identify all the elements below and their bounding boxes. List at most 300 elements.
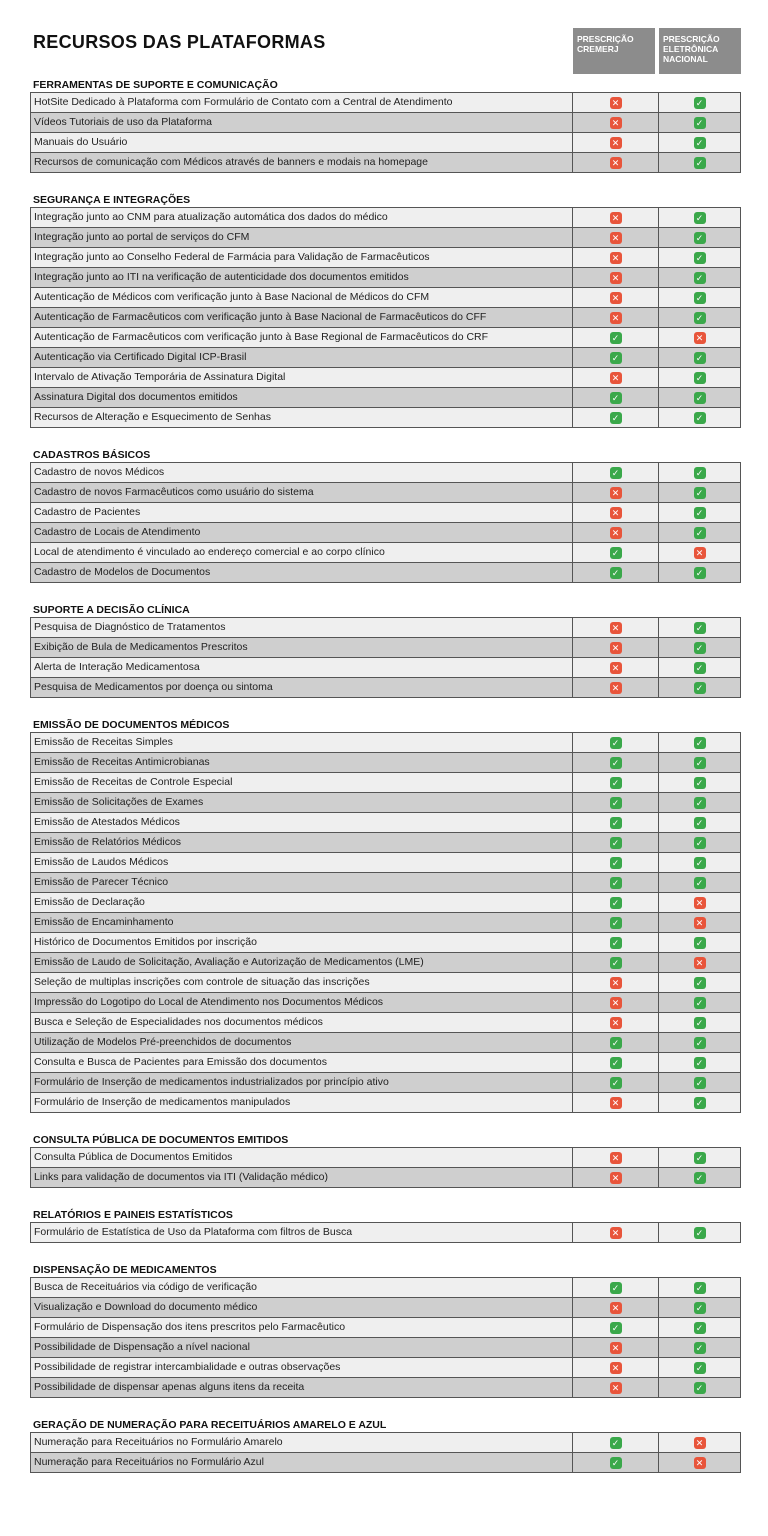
check-icon: ✓ [610,1282,622,1294]
section-gap [30,1113,741,1133]
table-row [31,1093,740,1113]
table-row [31,773,740,793]
section-title: DISPENSAÇÃO DE MEDICAMENTOS [33,1264,217,1276]
feature-label: Formulário de Inserção de medicamentos manipulados [31,1093,573,1112]
check-icon: ✓ [694,467,706,479]
cross-icon: ✕ [610,662,622,674]
cremerj-cell [573,893,659,912]
check-icon: ✓ [694,97,706,109]
section [30,1263,741,1398]
table-row [31,1073,740,1093]
table-row [31,733,740,753]
nacional-cell [659,1453,740,1472]
nacional-cell [659,523,740,542]
nacional-cell [659,483,740,502]
check-icon: ✓ [610,392,622,404]
nacional-cell [659,1433,740,1452]
cross-icon: ✕ [610,97,622,109]
page-title: RECURSOS DAS PLATAFORMAS [33,32,326,52]
feature-label: Exibição de Bula de Medicamentos Prescritos [31,638,573,657]
feature-label: Consulta e Busca de Pacientes para Emissão dos documentos [31,1053,573,1072]
check-icon: ✓ [694,997,706,1009]
table-row [31,463,740,483]
table-row [31,1223,740,1243]
feature-label: Recursos de Alteração e Esquecimento de Senhas [31,408,573,427]
feature-label: Intervalo de Ativação Temporária de Assinatura Digital [31,368,573,387]
check-icon: ✓ [610,1057,622,1069]
section-rows [30,1147,741,1188]
section-title: CADASTROS BÁSICOS [33,449,151,461]
cross-icon: ✕ [610,117,622,129]
cremerj-cell [573,1453,659,1472]
cremerj-cell [573,658,659,677]
cremerj-cell [573,853,659,872]
cremerj-cell [573,308,659,327]
table-row [31,208,740,228]
table-row [31,1318,740,1338]
check-icon: ✓ [610,1457,622,1469]
check-icon: ✓ [694,797,706,809]
cremerj-cell [573,1298,659,1317]
nacional-cell [659,228,740,247]
cremerj-cell [573,388,659,407]
table-row [31,328,740,348]
feature-label: Autenticação de Farmacêuticos com verificação junto à Base Regional de Farmacêuticos do CRF [31,328,573,347]
check-icon: ✓ [694,252,706,264]
feature-label: Integração junto ao CNM para atualização automática dos dados do médico [31,208,573,227]
nacional-cell [659,873,740,892]
nacional-cell [659,503,740,522]
table-row [31,793,740,813]
cross-icon: ✕ [610,252,622,264]
cross-icon: ✕ [694,1437,706,1449]
check-icon: ✓ [610,957,622,969]
cremerj-cell [573,1093,659,1112]
nacional-cell [659,1073,740,1092]
table-row [31,913,740,933]
feature-label: Cadastro de Locais de Atendimento [31,523,573,542]
feature-label: Visualização e Download do documento médico [31,1298,573,1317]
cremerj-cell [573,93,659,112]
nacional-cell [659,248,740,267]
table-row [31,1433,740,1453]
feature-label: Possibilidade de dispensar apenas alguns itens da receita [31,1378,573,1397]
check-icon: ✓ [610,412,622,424]
check-icon: ✓ [694,352,706,364]
nacional-cell [659,348,740,367]
check-icon: ✓ [610,1437,622,1449]
section-rows [30,462,741,583]
cremerj-cell [573,133,659,152]
feature-label: Emissão de Solicitações de Exames [31,793,573,812]
nacional-cell [659,793,740,812]
feature-label: Autenticação de Farmacêuticos com verificação junto à Base Nacional de Farmacêuticos do CFF [31,308,573,327]
cross-icon: ✕ [610,1152,622,1164]
check-icon: ✓ [694,292,706,304]
feature-label: Emissão de Receitas de Controle Especial [31,773,573,792]
nacional-cell [659,308,740,327]
cross-icon: ✕ [610,997,622,1009]
cremerj-cell [573,463,659,482]
table-row [31,388,740,408]
section [30,1133,741,1188]
table-row [31,228,740,248]
nacional-cell [659,368,740,387]
nacional-cell [659,973,740,992]
cremerj-cell [573,1013,659,1032]
cross-icon: ✕ [610,1017,622,1029]
feature-label: Formulário de Estatística de Uso da Plataforma com filtros de Busca [31,1223,573,1242]
cremerj-cell [573,833,659,852]
feature-label: Integração junto ao ITI na verificação de autenticidade dos documentos emitidos [31,268,573,287]
check-icon: ✓ [694,1362,706,1374]
table-row [31,1053,740,1073]
check-icon: ✓ [694,682,706,694]
comparison-table [30,78,741,1473]
nacional-cell [659,1148,740,1167]
nacional-cell [659,1358,740,1377]
section-gap [30,583,741,603]
cremerj-cell [573,288,659,307]
check-icon: ✓ [694,777,706,789]
section-title: RELATÓRIOS E PAINEIS ESTATÍSTICOS [33,1209,233,1221]
cross-icon: ✕ [610,1227,622,1239]
table-row [31,893,740,913]
feature-label: Manuais do Usuário [31,133,573,152]
feature-label: Cadastro de Modelos de Documentos [31,563,573,582]
feature-label: Seleção de multiplas inscrições com controle de situação das inscrições [31,973,573,992]
check-icon: ✓ [694,1097,706,1109]
cremerj-cell [573,1053,659,1072]
check-icon: ✓ [694,1057,706,1069]
nacional-cell [659,113,740,132]
cremerj-cell [573,408,659,427]
table-row [31,113,740,133]
nacional-cell [659,208,740,227]
cremerj-cell [573,113,659,132]
nacional-cell [659,133,740,152]
check-icon: ✓ [610,857,622,869]
check-icon: ✓ [694,117,706,129]
cross-icon: ✕ [610,1302,622,1314]
nacional-cell [659,1053,740,1072]
table-row [31,408,740,428]
cremerj-cell [573,1278,659,1297]
nacional-cell [659,1223,740,1242]
check-icon: ✓ [694,757,706,769]
cremerj-cell [573,248,659,267]
section-rows [30,732,741,1113]
check-icon: ✓ [694,977,706,989]
feature-label: Pesquisa de Diagnóstico de Tratamentos [31,618,573,637]
cross-icon: ✕ [610,977,622,989]
table-row [31,813,740,833]
feature-label: Autenticação via Certificado Digital ICP-Brasil [31,348,573,367]
cremerj-cell [573,1148,659,1167]
column-header-nacional: PRESCRIÇÃO ELETRÔNICA NACIONAL [659,28,741,74]
check-icon: ✓ [610,817,622,829]
nacional-cell [659,563,740,582]
table-row [31,1358,740,1378]
check-icon: ✓ [694,1382,706,1394]
check-icon: ✓ [694,372,706,384]
cremerj-cell [573,1033,659,1052]
section [30,603,741,698]
feature-label: Busca e Seleção de Especialidades nos documentos médicos [31,1013,573,1032]
column-header-cremerj: PRESCRIÇÃO CREMERJ [573,28,655,74]
check-icon: ✓ [694,1037,706,1049]
section [30,448,741,583]
cremerj-cell [573,753,659,772]
check-icon: ✓ [610,1322,622,1334]
section [30,193,741,428]
section-title: FERRAMENTAS DE SUPORTE E COMUNICAÇÃO [33,79,278,91]
nacional-cell [659,463,740,482]
check-icon: ✓ [694,137,706,149]
cremerj-cell [573,638,659,657]
check-icon: ✓ [694,1342,706,1354]
cremerj-cell [573,153,659,172]
table-row [31,618,740,638]
nacional-cell [659,933,740,952]
feature-label: Numeração para Receituários no Formulário Azul [31,1453,573,1472]
table-row [31,953,740,973]
feature-label: Cadastro de novos Farmacêuticos como usuário do sistema [31,483,573,502]
cremerj-cell [573,368,659,387]
feature-label: Emissão de Relatórios Médicos [31,833,573,852]
table-row [31,288,740,308]
cross-icon: ✕ [610,1382,622,1394]
nacional-cell [659,93,740,112]
feature-label: Links para validação de documentos via ITI (Validação médico) [31,1168,573,1187]
cremerj-cell [573,1358,659,1377]
table-row [31,853,740,873]
feature-label: Impressão do Logotipo do Local de Atendimento nos Documentos Médicos [31,993,573,1012]
section-gap [30,428,741,448]
nacional-cell [659,953,740,972]
cremerj-cell [573,913,659,932]
section-rows [30,1432,741,1473]
feature-label: Assinatura Digital dos documentos emitidos [31,388,573,407]
table-row [31,993,740,1013]
table-row [31,1378,740,1398]
cross-icon: ✕ [610,1172,622,1184]
check-icon: ✓ [610,737,622,749]
nacional-cell [659,153,740,172]
cross-icon: ✕ [694,917,706,929]
section-rows [30,1222,741,1243]
cross-icon: ✕ [610,622,622,634]
section-rows [30,617,741,698]
cremerj-cell [573,618,659,637]
table-row [31,308,740,328]
section-gap [30,1398,741,1418]
nacional-cell [659,773,740,792]
cross-icon: ✕ [610,157,622,169]
cross-icon: ✕ [694,547,706,559]
feature-label: Vídeos Tutoriais de uso da Plataforma [31,113,573,132]
check-icon: ✓ [694,1017,706,1029]
feature-label: Consulta Pública de Documentos Emitidos [31,1148,573,1167]
check-icon: ✓ [610,757,622,769]
table-row [31,658,740,678]
table-row [31,1453,740,1473]
feature-label: Emissão de Laudos Médicos [31,853,573,872]
check-icon: ✓ [694,232,706,244]
nacional-cell [659,1318,740,1337]
cross-icon: ✕ [610,642,622,654]
feature-label: Integração junto ao Conselho Federal de Farmácia para Validação de Farmacêuticos [31,248,573,267]
cross-icon: ✕ [610,1362,622,1374]
feature-label: Pesquisa de Medicamentos por doença ou sintoma [31,678,573,697]
table-row [31,268,740,288]
section-rows [30,207,741,428]
section-title: SEGURANÇA E INTEGRAÇÕES [33,194,191,206]
feature-label: Busca de Receituários via código de verificação [31,1278,573,1297]
nacional-cell [659,1033,740,1052]
check-icon: ✓ [694,487,706,499]
nacional-cell [659,893,740,912]
nacional-cell [659,833,740,852]
feature-label: Emissão de Encaminhamento [31,913,573,932]
check-icon: ✓ [610,897,622,909]
feature-label: Formulário de Dispensação dos itens prescritos pelo Farmacêutico [31,1318,573,1337]
check-icon: ✓ [694,412,706,424]
feature-label: Emissão de Laudo de Solicitação, Avaliação e Autorização de Medicamentos (LME) [31,953,573,972]
feature-label: Alerta de Interação Medicamentosa [31,658,573,677]
table-row [31,753,740,773]
nacional-cell [659,1168,740,1187]
cremerj-cell [573,483,659,502]
check-icon: ✓ [694,817,706,829]
section-title: EMISSÃO DE DOCUMENTOS MÉDICOS [33,719,230,731]
nacional-cell [659,853,740,872]
section-gap [30,1243,741,1263]
cross-icon: ✕ [610,137,622,149]
feature-label: Autenticação de Médicos com verificação junto à Base Nacional de Médicos do CFM [31,288,573,307]
table-row [31,1298,740,1318]
table-row [31,638,740,658]
feature-label: Emissão de Declaração [31,893,573,912]
feature-label: Numeração para Receituários no Formulário Amarelo [31,1433,573,1452]
table-row [31,973,740,993]
check-icon: ✓ [694,622,706,634]
check-icon: ✓ [694,212,706,224]
section-rows [30,92,741,173]
table-row [31,563,740,583]
cremerj-cell [573,993,659,1012]
table-row [31,93,740,113]
cross-icon: ✕ [610,272,622,284]
table-row [31,133,740,153]
cremerj-cell [573,1338,659,1357]
nacional-cell [659,1298,740,1317]
table-row [31,1148,740,1168]
check-icon: ✓ [694,157,706,169]
section-gap [30,698,741,718]
feature-label: Emissão de Atestados Médicos [31,813,573,832]
section-gap [30,1188,741,1208]
check-icon: ✓ [694,1322,706,1334]
cross-icon: ✕ [694,1457,706,1469]
cremerj-cell [573,1318,659,1337]
nacional-cell [659,813,740,832]
nacional-cell [659,328,740,347]
nacional-cell [659,1093,740,1112]
nacional-cell [659,993,740,1012]
section-gap [30,173,741,193]
cremerj-cell [573,1073,659,1092]
nacional-cell [659,658,740,677]
cross-icon: ✕ [610,312,622,324]
check-icon: ✓ [694,737,706,749]
cremerj-cell [573,543,659,562]
table-row [31,678,740,698]
cremerj-cell [573,1168,659,1187]
cremerj-cell [573,563,659,582]
cremerj-cell [573,678,659,697]
check-icon: ✓ [694,937,706,949]
cremerj-cell [573,348,659,367]
nacional-cell [659,733,740,752]
table-row [31,483,740,503]
check-icon: ✓ [694,1282,706,1294]
section-rows [30,1277,741,1398]
table-row [31,503,740,523]
nacional-cell [659,1378,740,1397]
check-icon: ✓ [694,1152,706,1164]
cremerj-cell [573,933,659,952]
nacional-cell [659,288,740,307]
feature-label: Emissão de Receitas Antimicrobianas [31,753,573,772]
cross-icon: ✕ [610,507,622,519]
cremerj-cell [573,873,659,892]
feature-label: Formulário de Inserção de medicamentos industrializados por princípio ativo [31,1073,573,1092]
cross-icon: ✕ [694,332,706,344]
check-icon: ✓ [610,467,622,479]
check-icon: ✓ [694,1077,706,1089]
cross-icon: ✕ [610,682,622,694]
table-row [31,543,740,563]
cross-icon: ✕ [610,527,622,539]
cross-icon: ✕ [610,232,622,244]
table-row [31,248,740,268]
nacional-cell [659,1278,740,1297]
nacional-cell [659,388,740,407]
cremerj-cell [573,328,659,347]
cremerj-cell [573,228,659,247]
check-icon: ✓ [694,567,706,579]
table-row [31,368,740,388]
cremerj-cell [573,733,659,752]
check-icon: ✓ [694,662,706,674]
feature-label: Integração junto ao portal de serviços do CFM [31,228,573,247]
check-icon: ✓ [694,272,706,284]
nacional-cell [659,543,740,562]
check-icon: ✓ [610,567,622,579]
nacional-cell [659,1013,740,1032]
cremerj-cell [573,793,659,812]
section [30,718,741,1113]
feature-label: Cadastro de Pacientes [31,503,573,522]
feature-label: Utilização de Modelos Pré-preenchidos de documentos [31,1033,573,1052]
table-row [31,1168,740,1188]
cremerj-cell [573,1378,659,1397]
nacional-cell [659,618,740,637]
cross-icon: ✕ [610,487,622,499]
section-title: GERAÇÃO DE NUMERAÇÃO PARA RECEITUÁRIOS AMARELO E AZUL [33,1419,387,1431]
table-row [31,1278,740,1298]
